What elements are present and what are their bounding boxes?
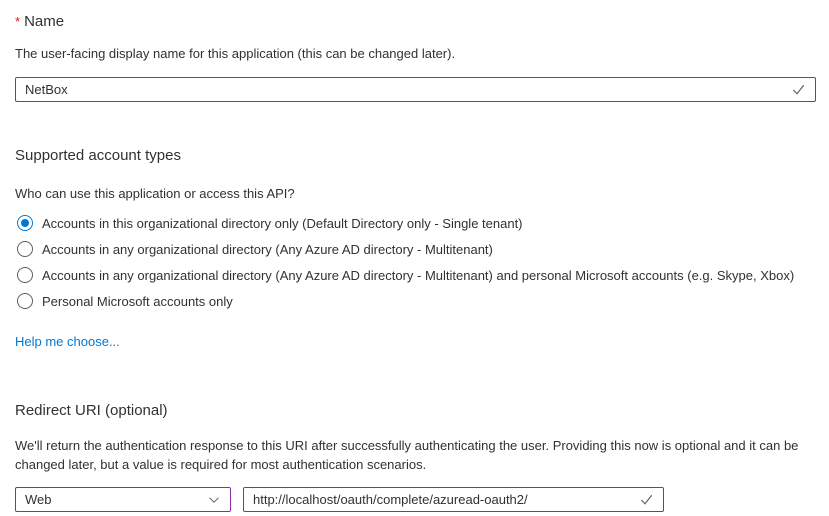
- radio-personal-only[interactable]: [15, 288, 815, 314]
- radio-button-icon: [17, 241, 33, 257]
- platform-select[interactable]: [15, 487, 231, 512]
- account-types-title: Supported account types: [15, 147, 181, 164]
- checkmark-icon: [639, 492, 654, 507]
- radio-button-icon: [17, 267, 33, 283]
- chevron-down-icon: [207, 493, 221, 507]
- radio-button-icon: [17, 293, 33, 309]
- name-input[interactable]: [15, 77, 816, 102]
- name-title-text: Name: [24, 13, 65, 30]
- redirect-uri-description: We'll return the authentication response to this URI after successfully authenticating the user. Providing this now is optional and it can be changed later, but a value is required for most authentication scenarios.: [15, 438, 799, 472]
- radio-button-icon: [17, 215, 33, 231]
- redirect-uri-row: [15, 487, 815, 512]
- radio-label: Accounts in any organizational directory (Any Azure AD directory - Multitenant) and personal Microsoft accounts (e.g. Skype, Xbox): [42, 267, 795, 283]
- name-input-value: NetBox: [25, 82, 68, 97]
- radio-multitenant-personal[interactable]: [15, 262, 815, 288]
- checkmark-icon: [791, 82, 806, 97]
- radio-label: Accounts in any organizational directory (Any Azure AD directory - Multitenant): [42, 241, 493, 257]
- account-types-question: Who can use this application or access this API?: [15, 186, 295, 201]
- redirect-uri-value: http://localhost/oauth/complete/azuread-oauth2/: [253, 492, 528, 507]
- redirect-uri-input[interactable]: [243, 487, 664, 512]
- radio-label: Personal Microsoft accounts only: [42, 293, 233, 309]
- help-me-choose-link[interactable]: Help me choose...: [15, 334, 120, 349]
- platform-select-value: Web: [25, 492, 52, 507]
- redirect-uri-title: Redirect URI (optional): [15, 402, 168, 419]
- radio-label: Accounts in this organizational directory only (Default Directory only - Single tenant): [42, 215, 523, 231]
- account-type-radio-group: [15, 210, 815, 314]
- name-description: The user-facing display name for this application (this can be changed later).: [15, 46, 456, 61]
- radio-multitenant[interactable]: [15, 236, 815, 262]
- name-section-title: [15, 11, 815, 32]
- radio-single-tenant[interactable]: [15, 210, 815, 236]
- required-asterisk: *: [15, 14, 21, 29]
